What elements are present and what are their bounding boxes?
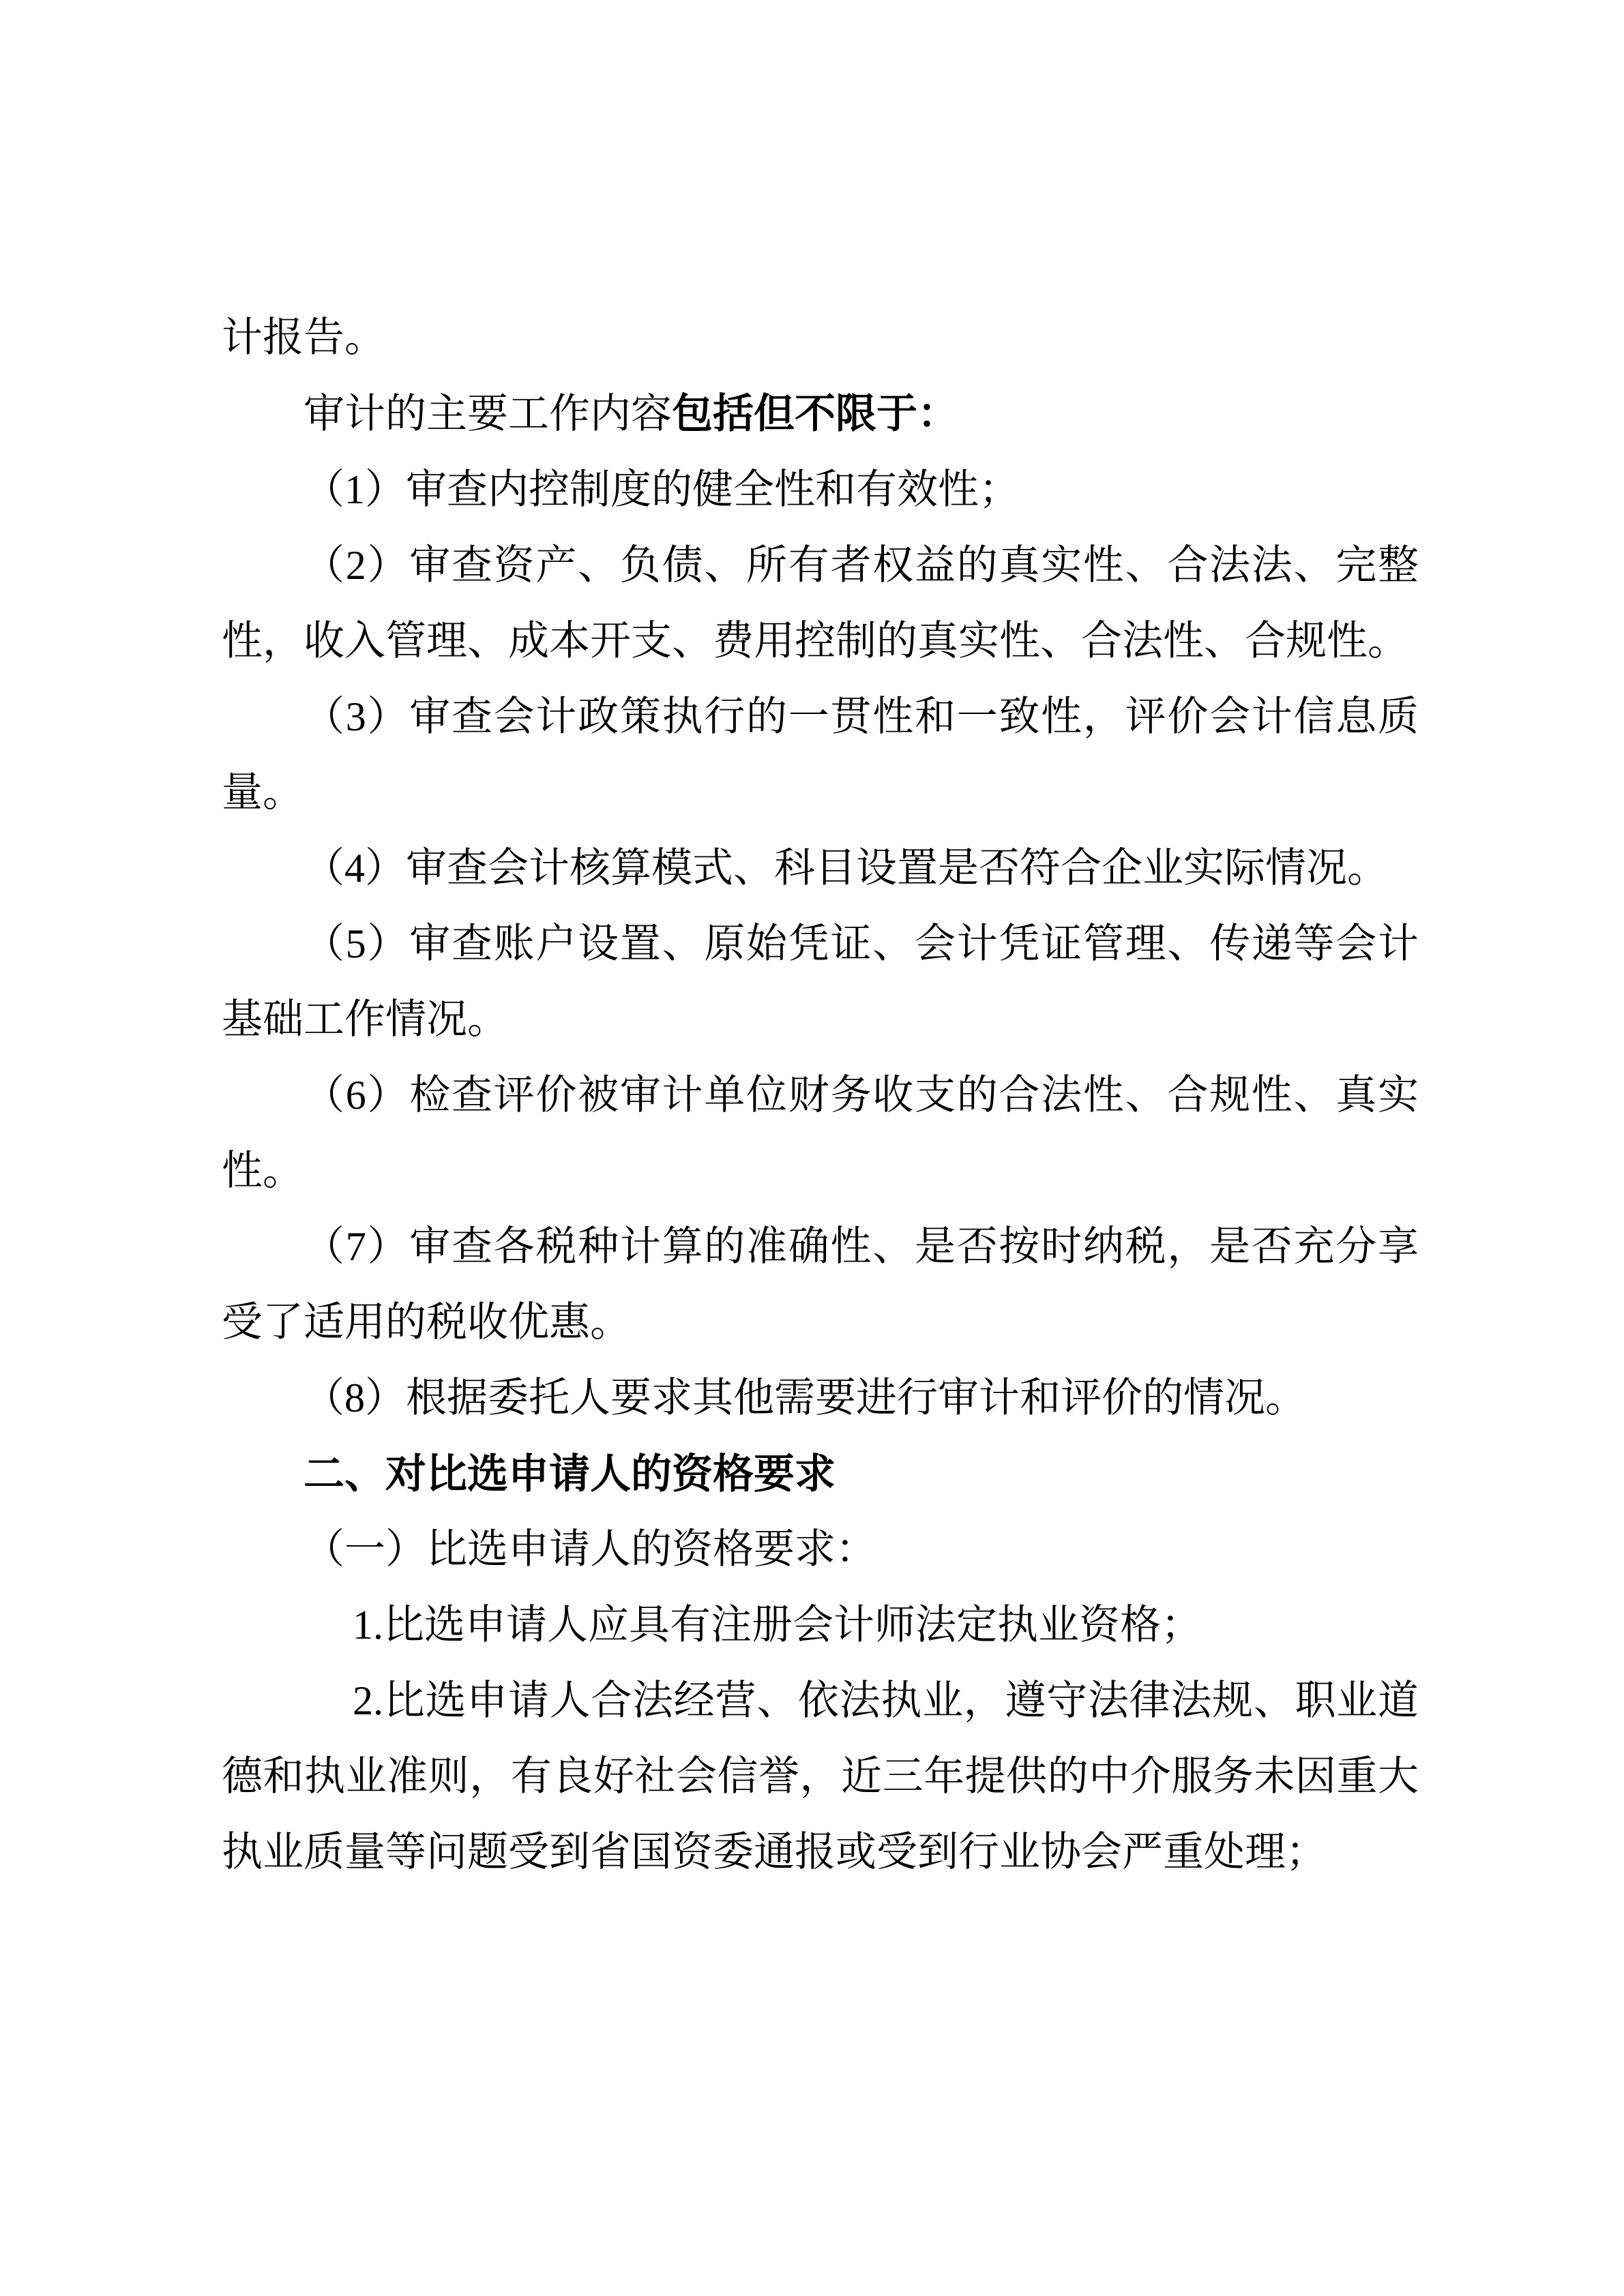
paragraph-audit-item-1: （1）审查内控制度的健全性和有效性； bbox=[304, 467, 1020, 512]
section-heading-qualification-requirements: 二、对比选申请人的资格要求 bbox=[304, 1451, 836, 1497]
paragraph-audit-item-2: （2）审查资产、负债、所有者权益的真实性、合法法、完整性，收入管理、成本开支、费用控制的真实性、合法性、合规性。 bbox=[222, 543, 1419, 664]
document-body-text bbox=[222, 300, 1419, 1890]
paragraph-requirement-2: 2.比选申请人合法经营、依法执业，遵守法律法规、职业道德和执业准则，有良好社会信誉，近三年提供的中介服务未因重大执业质量等问题受到省国资委通报或受到行业协会严重处理； bbox=[222, 1678, 1419, 1875]
audit-scope-intro-regular-text: 审计的主要工作内容 bbox=[304, 391, 672, 436]
paragraph-audit-item-6: （6）检查评价被审计单位财务收支的合法性、合规性、真实性。 bbox=[222, 1073, 1419, 1193]
paragraph-audit-item-8: （8）根据委托人要求其他需要进行审计和评价的情况。 bbox=[304, 1375, 1306, 1420]
paragraph-audit-item-4: （4）审查会计核算模式、科目设置是否符合企业实际情况。 bbox=[304, 846, 1388, 891]
paragraph-audit-item-3: （3）审查会计政策执行的一贯性和一致性，评价会计信息质量。 bbox=[222, 694, 1419, 815]
paragraph-audit-item-7: （7）审查各税种计算的准确性、是否按时纳税，是否充分享受了适用的税收优惠。 bbox=[222, 1224, 1419, 1345]
paragraph-audit-scope-intro bbox=[222, 376, 1419, 452]
paragraph-requirement-1: 1.比选申请人应具有注册会计师法定执业资格； bbox=[353, 1602, 1202, 1648]
audit-scope-intro-bold-text: 包括但不限于： bbox=[672, 391, 958, 436]
paragraph-continuation: 计报告。 bbox=[222, 315, 385, 360]
paragraph-audit-item-5: （5）审查账户设置、原始凭证、会计凭证管理、传递等会计基础工作情况。 bbox=[222, 921, 1419, 1042]
paragraph-sub-heading-qualification: （一）比选申请人的资格要求： bbox=[304, 1527, 876, 1572]
